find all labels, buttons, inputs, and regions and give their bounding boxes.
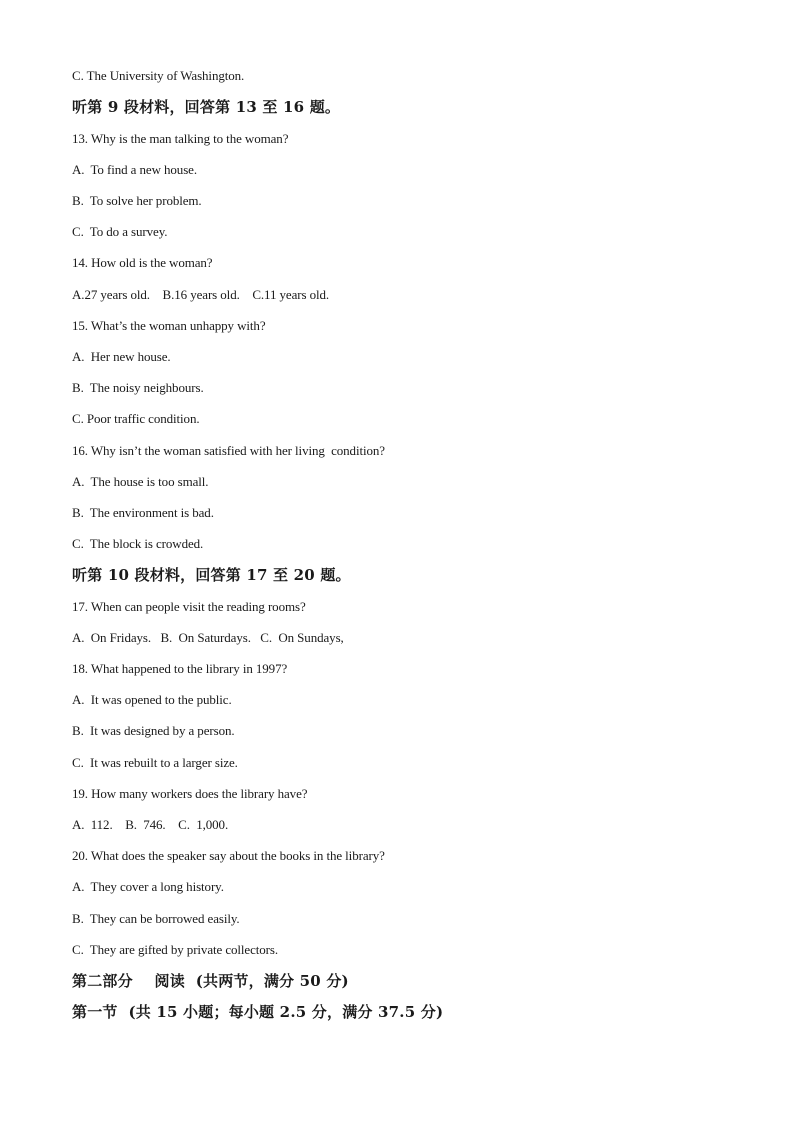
option-line: B. It was designed by a person.: [72, 723, 235, 738]
option-line: B. To solve her problem.: [72, 193, 202, 208]
option-line: C. It was rebuilt to a larger size.: [72, 755, 238, 770]
question-line: 17. When can people visit the reading rooms?: [72, 599, 306, 614]
option-line: C. The University of Washington.: [72, 68, 245, 83]
option-line: C. To do a survey.: [72, 224, 168, 239]
section-heading: 听第 10 段材料，回答第 17 至 20 题。: [72, 566, 351, 584]
question-line: 18. What happened to the library in 1997?: [72, 661, 288, 676]
question-line: 20. What does the speaker say about the books in the library?: [72, 848, 385, 863]
question-line: 16. Why isn’t the woman satisfied with her living condition?: [72, 443, 385, 458]
option-line: A.27 years old. B.16 years old. C.11 years old.: [72, 287, 330, 302]
option-line: A. It was opened to the public.: [72, 692, 232, 707]
option-line: C. The block is crowded.: [72, 536, 204, 551]
section-heading: 第一节 (共 15 小题；每小题 2.5 分，满分 37.5 分): [72, 1003, 444, 1021]
question-line: 19. How many workers does the library have?: [72, 786, 308, 801]
option-line: B. The environment is bad.: [72, 505, 214, 520]
part-heading: 第二部分 阅读 (共两节，满分 50 分): [72, 972, 349, 990]
option-line: A. On Fridays. B. On Saturdays. C. On Sundays,: [72, 630, 344, 645]
option-line: A. The house is too small.: [72, 474, 209, 489]
question-line: 14. How old is the woman?: [72, 255, 213, 270]
option-line: A. To find a new house.: [72, 162, 197, 177]
option-line: C. Poor traffic condition.: [72, 411, 200, 426]
question-line: 13. Why is the man talking to the woman?: [72, 131, 289, 146]
option-line: A. They cover a long history.: [72, 879, 224, 894]
option-line: B. The noisy neighbours.: [72, 380, 204, 395]
option-line: A. 112. B. 746. C. 1,000.: [72, 817, 229, 832]
option-line: A. Her new house.: [72, 349, 171, 364]
question-line: 15. What’s the woman unhappy with?: [72, 318, 266, 333]
option-line: C. They are gifted by private collectors.: [72, 942, 279, 957]
section-heading: 听第 9 段材料，回答第 13 至 16 题。: [72, 98, 341, 116]
option-line: B. They can be borrowed easily.: [72, 911, 240, 926]
